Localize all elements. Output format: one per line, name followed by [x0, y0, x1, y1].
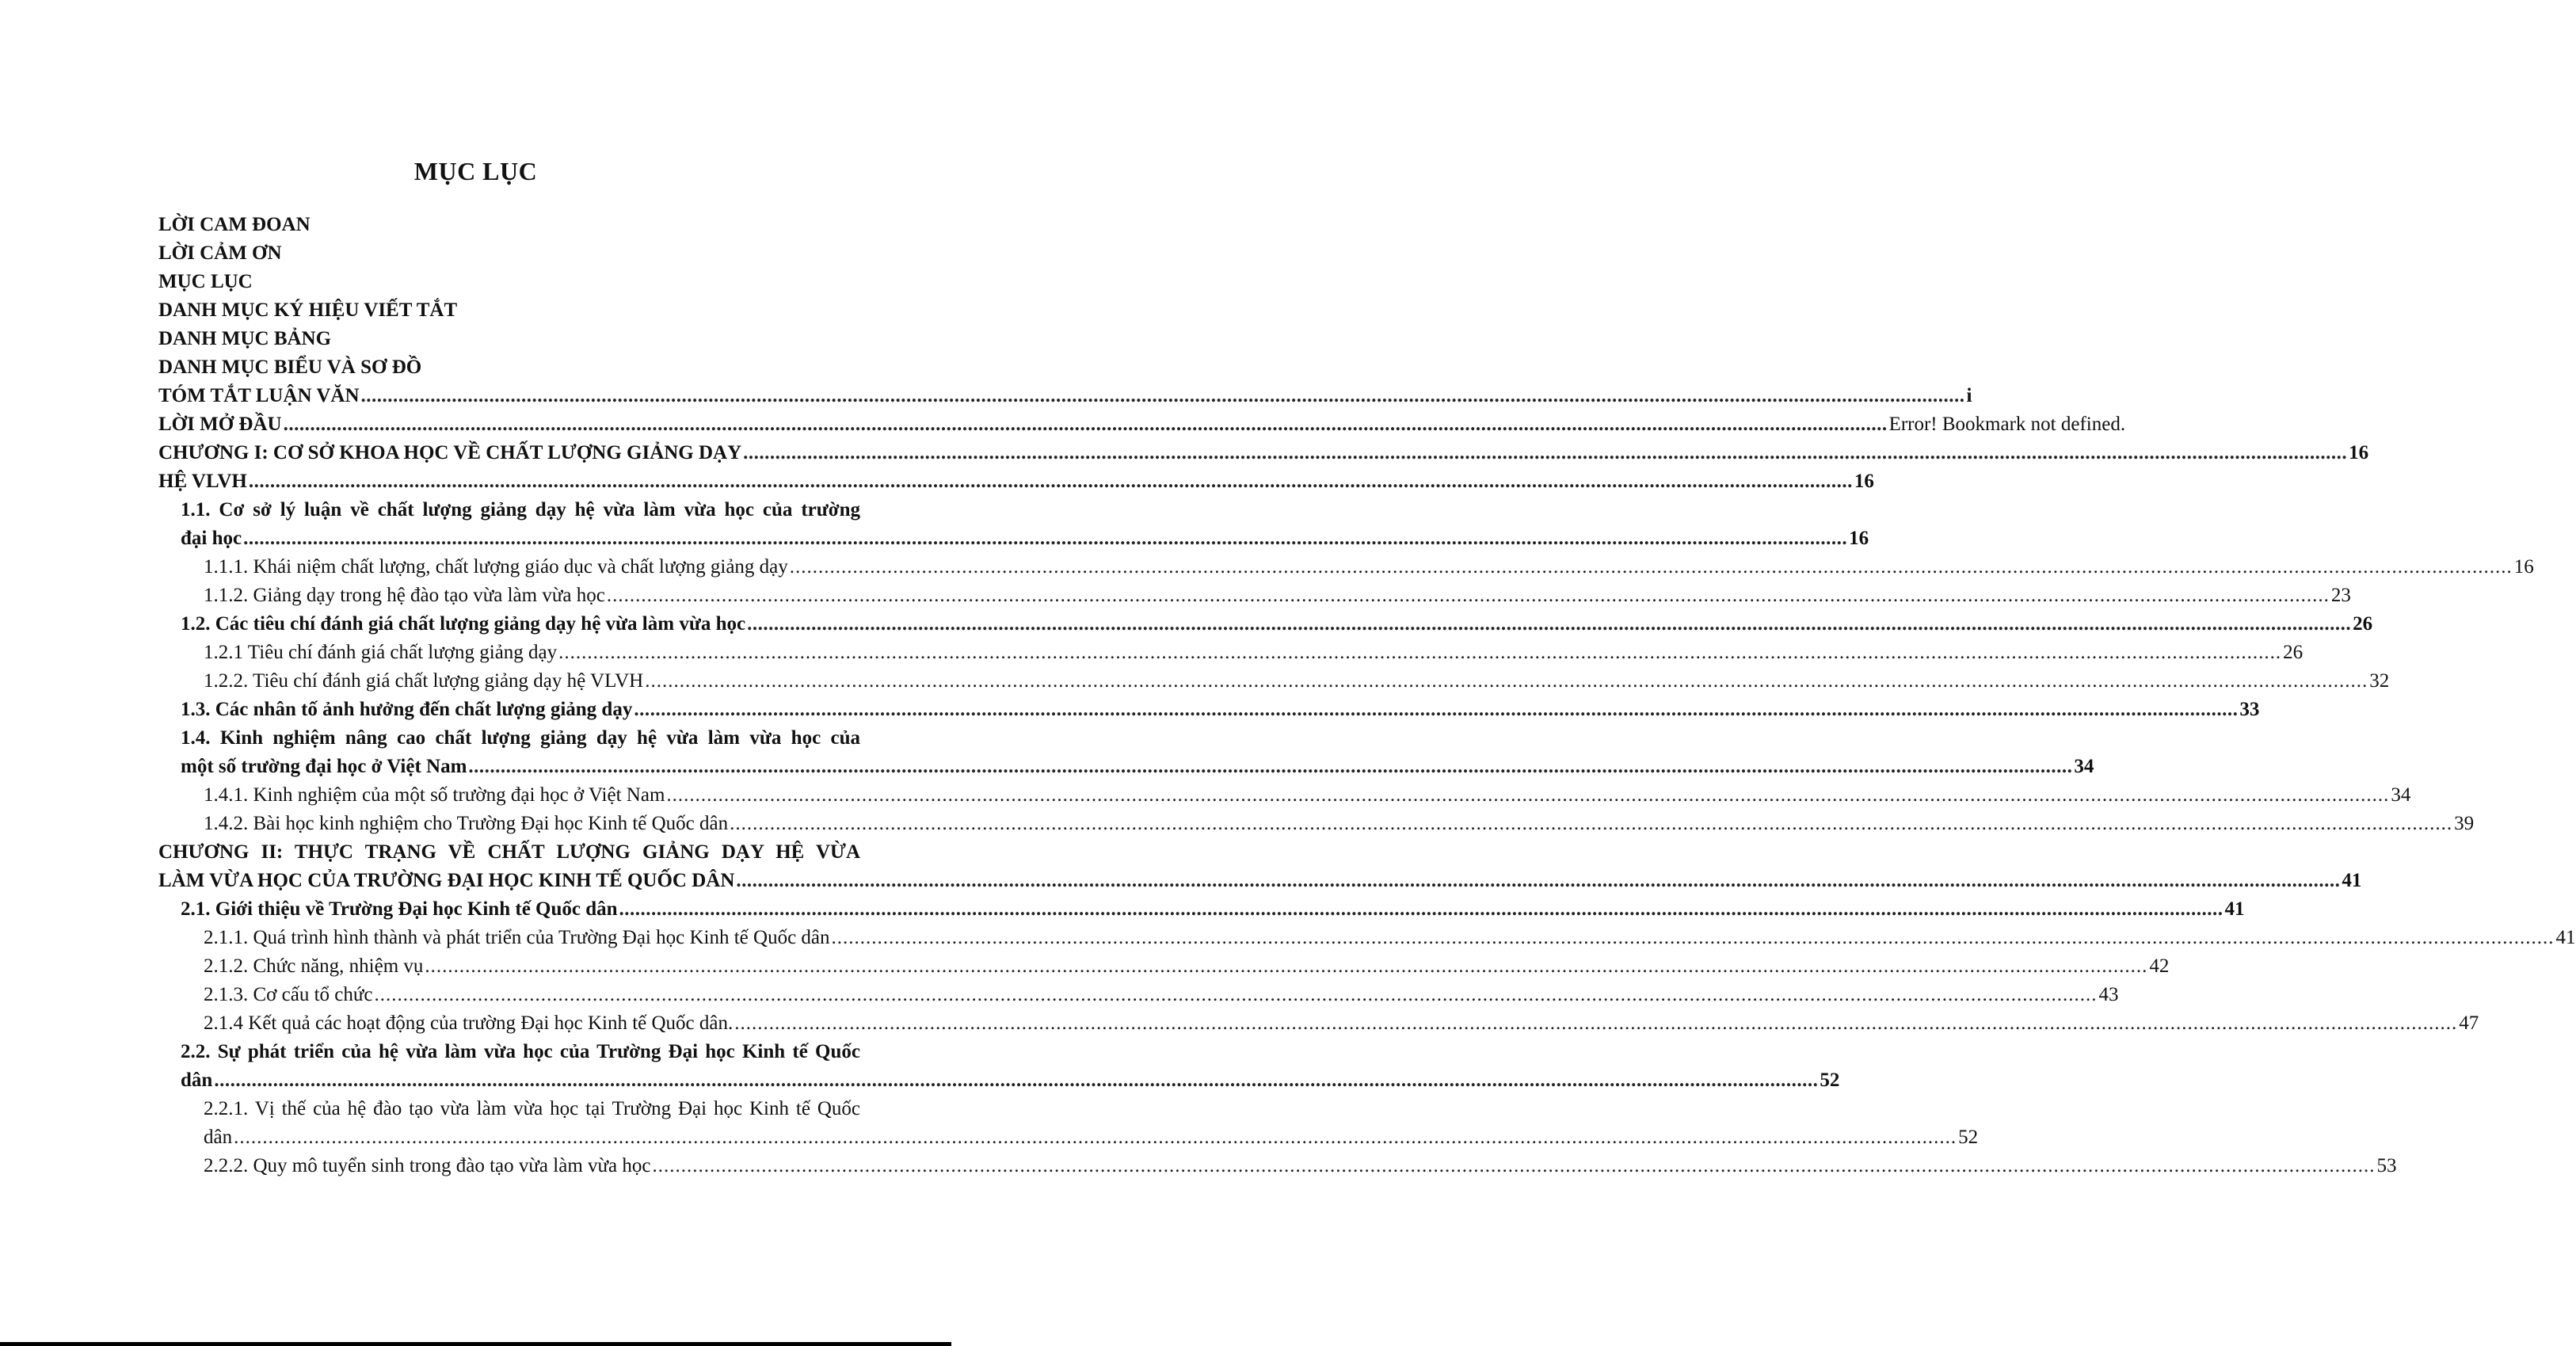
toc-leader-dots: ............................................................................................................................................................................................................................................................................................................	[468, 756, 2073, 777]
toc-leader-dots: ............................................................................................................................................................................................................................................................................................................	[283, 414, 1888, 435]
toc-entry[interactable]	[158, 410, 2126, 439]
toc-entry-text: 2.2. Sự phát triển của hệ vừa làm vừa học của Trường Đại học Kinh tế Quốc	[181, 1041, 860, 1062]
toc-entry-text: 2.1.2. Chức năng, nhiệm vụ	[204, 955, 424, 977]
toc-entry[interactable]	[158, 838, 860, 867]
toc-entry-text: 1.1.1. Khái niệm chất lượng, chất lượng giáo dục và chất lượng giảng dạy	[204, 556, 788, 578]
toc-leader-dots: ............................................................................................................................................................................................................................................................................................................	[243, 528, 1848, 549]
toc-entry-text: 1.3. Các nhân tố ảnh hưởng đến chất lượng giảng dạy	[181, 699, 633, 720]
toc-entry[interactable]	[181, 1038, 860, 1066]
toc-leader-dots: ............................................................................................................................................................................................................................................................................................................	[374, 984, 2098, 1005]
toc-entry-text: 1.4. Kinh nghiệm nâng cao chất lượng giảng dạy hệ vừa làm vừa học của	[181, 727, 860, 749]
toc-leader-dots: ............................................................................................................................................................................................................................................................................................................	[789, 556, 2513, 578]
toc-entry[interactable]	[158, 325, 860, 353]
toc-entry-text: dân	[181, 1070, 213, 1091]
toc-leader-dots: ............................................................................................................................................................................................................................................................................................................	[730, 813, 2453, 834]
toc-entry-text: LỜI CẢM ƠN	[158, 242, 282, 264]
toc-entry-continuation[interactable]	[204, 1123, 1979, 1152]
toc-entry-text: 2.2.1. Vị thế của hệ đào tạo vừa làm vừa học tại Trường Đại học Kinh tế Quốc	[204, 1098, 860, 1119]
page-bottom-edge	[0, 1342, 951, 1346]
toc-entry-text: đại học	[181, 528, 242, 549]
toc-entry-text: DANH MỤC BẢNG	[158, 328, 332, 349]
toc-entry[interactable]	[158, 467, 1874, 496]
toc-entry-text: 1.4.2. Bài học kinh nghiệm cho Trường Đại học Kinh tế Quốc dân	[204, 813, 729, 834]
toc-entry-text: 2.1.3. Cơ cấu tổ chức	[204, 984, 373, 1005]
toc-leader-dots: ............................................................................................................................................................................................................................................................................................................	[606, 585, 2330, 606]
toc-entry-continuation[interactable]	[181, 753, 2094, 781]
toc-entry[interactable]	[158, 382, 1972, 410]
toc-leader-dots: ............................................................................................................................................................................................................................................................................................................	[634, 699, 2239, 720]
toc-page-number: 26	[2283, 642, 2304, 663]
toc-entry-text: LỜI CAM ĐOAN	[158, 214, 311, 235]
toc-entry-text: 2.1. Giới thiệu về Trường Đại học Kinh tế Quốc dân	[181, 898, 618, 920]
toc-entry[interactable]	[204, 1095, 860, 1123]
toc-entry[interactable]	[158, 296, 860, 325]
toc-entry-continuation[interactable]	[158, 867, 2362, 895]
toc-entry[interactable]	[204, 952, 2170, 981]
toc-leader-dots: ............................................................................................................................................................................................................................................................................................................	[425, 955, 2148, 977]
toc-page-number: 53	[2376, 1155, 2397, 1176]
toc-entry[interactable]	[158, 439, 2369, 467]
toc-page-number: 47	[2459, 1012, 2479, 1034]
toc-entry[interactable]	[204, 1009, 2479, 1038]
toc-entry-continuation[interactable]	[181, 1066, 1840, 1095]
toc-page-number: 42	[2149, 955, 2170, 977]
toc-leader-dots: ............................................................................................................................................................................................................................................................................................................	[734, 1012, 2458, 1034]
toc-page-number: 39	[2454, 813, 2475, 834]
toc-entry-text: TÓM TẮT LUẬN VĂN	[158, 385, 360, 406]
toc-leader-dots: ............................................................................................................................................................................................................................................................................................................	[666, 784, 2390, 806]
toc-page-number: 52	[1958, 1127, 1979, 1148]
toc-entry[interactable]	[204, 924, 2576, 952]
toc-entry-text: DANH MỤC KÝ HIỆU VIẾT TẮT	[158, 299, 458, 321]
toc-leader-dots: ............................................................................................................................................................................................................................................................................................................	[234, 1127, 1957, 1148]
toc-entry[interactable]	[204, 981, 2119, 1009]
toc-leader-dots: ............................................................................................................................................................................................................................................................................................................	[619, 898, 2224, 920]
toc-entry-text: 1.1.2. Giảng dạy trong hệ đào tạo vừa làm vừa học	[204, 585, 605, 606]
toc-entry[interactable]	[181, 895, 2245, 924]
toc-leader-dots: ............................................................................................................................................................................................................................................................................................................	[248, 471, 1853, 492]
toc-leader-dots: ............................................................................................................................................................................................................................................................................................................	[360, 385, 1965, 406]
toc-entry-text: dân	[204, 1127, 233, 1148]
toc-page-number: 34	[2074, 756, 2094, 777]
toc-leader-dots: ............................................................................................................................................................................................................................................................................................................	[645, 670, 2368, 692]
toc-page-number: 33	[2239, 699, 2260, 720]
toc-leader-dots: ............................................................................................................................................................................................................................................................................................................	[747, 613, 2352, 635]
toc-page-number: i	[1966, 385, 1972, 406]
toc-leader-dots: ............................................................................................................................................................................................................................................................................................................	[558, 642, 2282, 663]
toc-entry[interactable]	[181, 610, 2373, 639]
toc-entry-text: LỜI MỞ ĐẦU	[158, 414, 282, 435]
toc-page-number: 26	[2353, 613, 2373, 635]
toc-entry-text: 1.1. Cơ sở lý luận về chất lượng giảng dạy hệ vừa làm vừa học của trường	[181, 499, 860, 520]
toc-entry[interactable]	[204, 639, 2304, 667]
toc-page-number: 16	[1849, 528, 1869, 549]
toc-page-number: 16	[1854, 471, 1874, 492]
toc-leader-dots: ............................................................................................................................................................................................................................................................................................................	[652, 1155, 2376, 1176]
toc-entry-text: 2.1.1. Quá trình hình thành và phát triển của Trường Đại học Kinh tế Quốc dân	[204, 927, 830, 948]
toc-leader-dots: ............................................................................................................................................................................................................................................................................................................	[743, 442, 2348, 463]
toc-entry-text: CHƯƠNG II: THỰC TRẠNG VỀ CHẤT LƯỢNG GIẢNG DẠY HỆ VỪA	[158, 841, 860, 863]
toc-entry-text: 1.2.1 Tiêu chí đánh giá chất lượng giảng dạy	[204, 642, 558, 663]
toc-entry[interactable]	[158, 239, 860, 268]
toc-entry-text: 1.2.2. Tiêu chí đánh giá chất lượng giảng dạy hệ VLVH	[204, 670, 644, 692]
toc-page-number: 43	[2098, 984, 2119, 1005]
toc-entry[interactable]	[204, 810, 2475, 838]
toc-page-number: 34	[2391, 784, 2411, 806]
toc-page-number: 41	[2224, 898, 2245, 920]
toc-page-number: 52	[1820, 1070, 1840, 1091]
toc-entry[interactable]	[158, 268, 860, 296]
toc-entry[interactable]	[204, 781, 2411, 810]
toc-entry[interactable]	[204, 1152, 2397, 1180]
toc-leader-dots: ............................................................................................................................................................................................................................................................................................................	[736, 870, 2341, 891]
toc-entry[interactable]	[181, 496, 860, 524]
toc-entry-text: DANH MỤC BIỂU VÀ SƠ ĐỒ	[158, 357, 422, 378]
toc-page-number: 32	[2369, 670, 2390, 692]
toc-entry[interactable]	[181, 724, 860, 753]
toc-entry[interactable]	[204, 581, 2351, 610]
toc-page-number: 41	[2342, 870, 2362, 891]
toc-entry-text: một số trường đại học ở Việt Nam	[181, 756, 467, 777]
toc-leader-dots: ............................................................................................................................................................................................................................................................................................................	[831, 927, 2555, 948]
toc-entry[interactable]	[204, 553, 2534, 581]
toc-entry-text: HỆ VLVH	[158, 471, 247, 492]
toc-entry[interactable]	[181, 696, 2260, 724]
toc-entry[interactable]	[158, 353, 860, 382]
toc-entry-text: 1.2. Các tiêu chí đánh giá chất lượng giảng dạy hệ vừa làm vừa học	[181, 613, 746, 635]
toc-page-number: 16	[2513, 556, 2534, 578]
toc-entry-text: LÀM VỪA HỌC CỦA TRƯỜNG ĐẠI HỌC KINH TẾ QUỐC DÂN	[158, 870, 735, 891]
toc-leader-dots: ............................................................................................................................................................................................................................................................................................................	[214, 1070, 1819, 1091]
toc-entry[interactable]	[204, 667, 2390, 696]
toc-entry-text: 2.2.2. Quy mô tuyển sinh trong đào tạo vừa làm vừa học	[204, 1155, 651, 1176]
toc-entry-text: 1.4.1. Kinh nghiệm của một số trường đại học ở Việt Nam	[204, 784, 665, 806]
toc-entry[interactable]	[158, 211, 860, 239]
toc-page-number: 41	[2555, 927, 2576, 948]
toc-page-number: Error! Bookmark not defined.	[1888, 414, 2126, 435]
toc-page-number: 23	[2330, 585, 2351, 606]
toc-entry-text: CHƯƠNG I: CƠ SỞ KHOA HỌC VỀ CHẤT LƯỢNG GIẢNG DẠY	[158, 442, 742, 463]
page-title: MỤC LỤC	[413, 157, 538, 185]
toc-page-number: 16	[2349, 442, 2369, 463]
toc-entry-text: MỤC LỤC	[158, 271, 253, 292]
toc-entry-text: 2.1.4 Kết quả các hoạt động của trường Đại học Kinh tế Quốc dân.	[204, 1012, 734, 1034]
toc-entry-continuation[interactable]	[181, 524, 1869, 553]
